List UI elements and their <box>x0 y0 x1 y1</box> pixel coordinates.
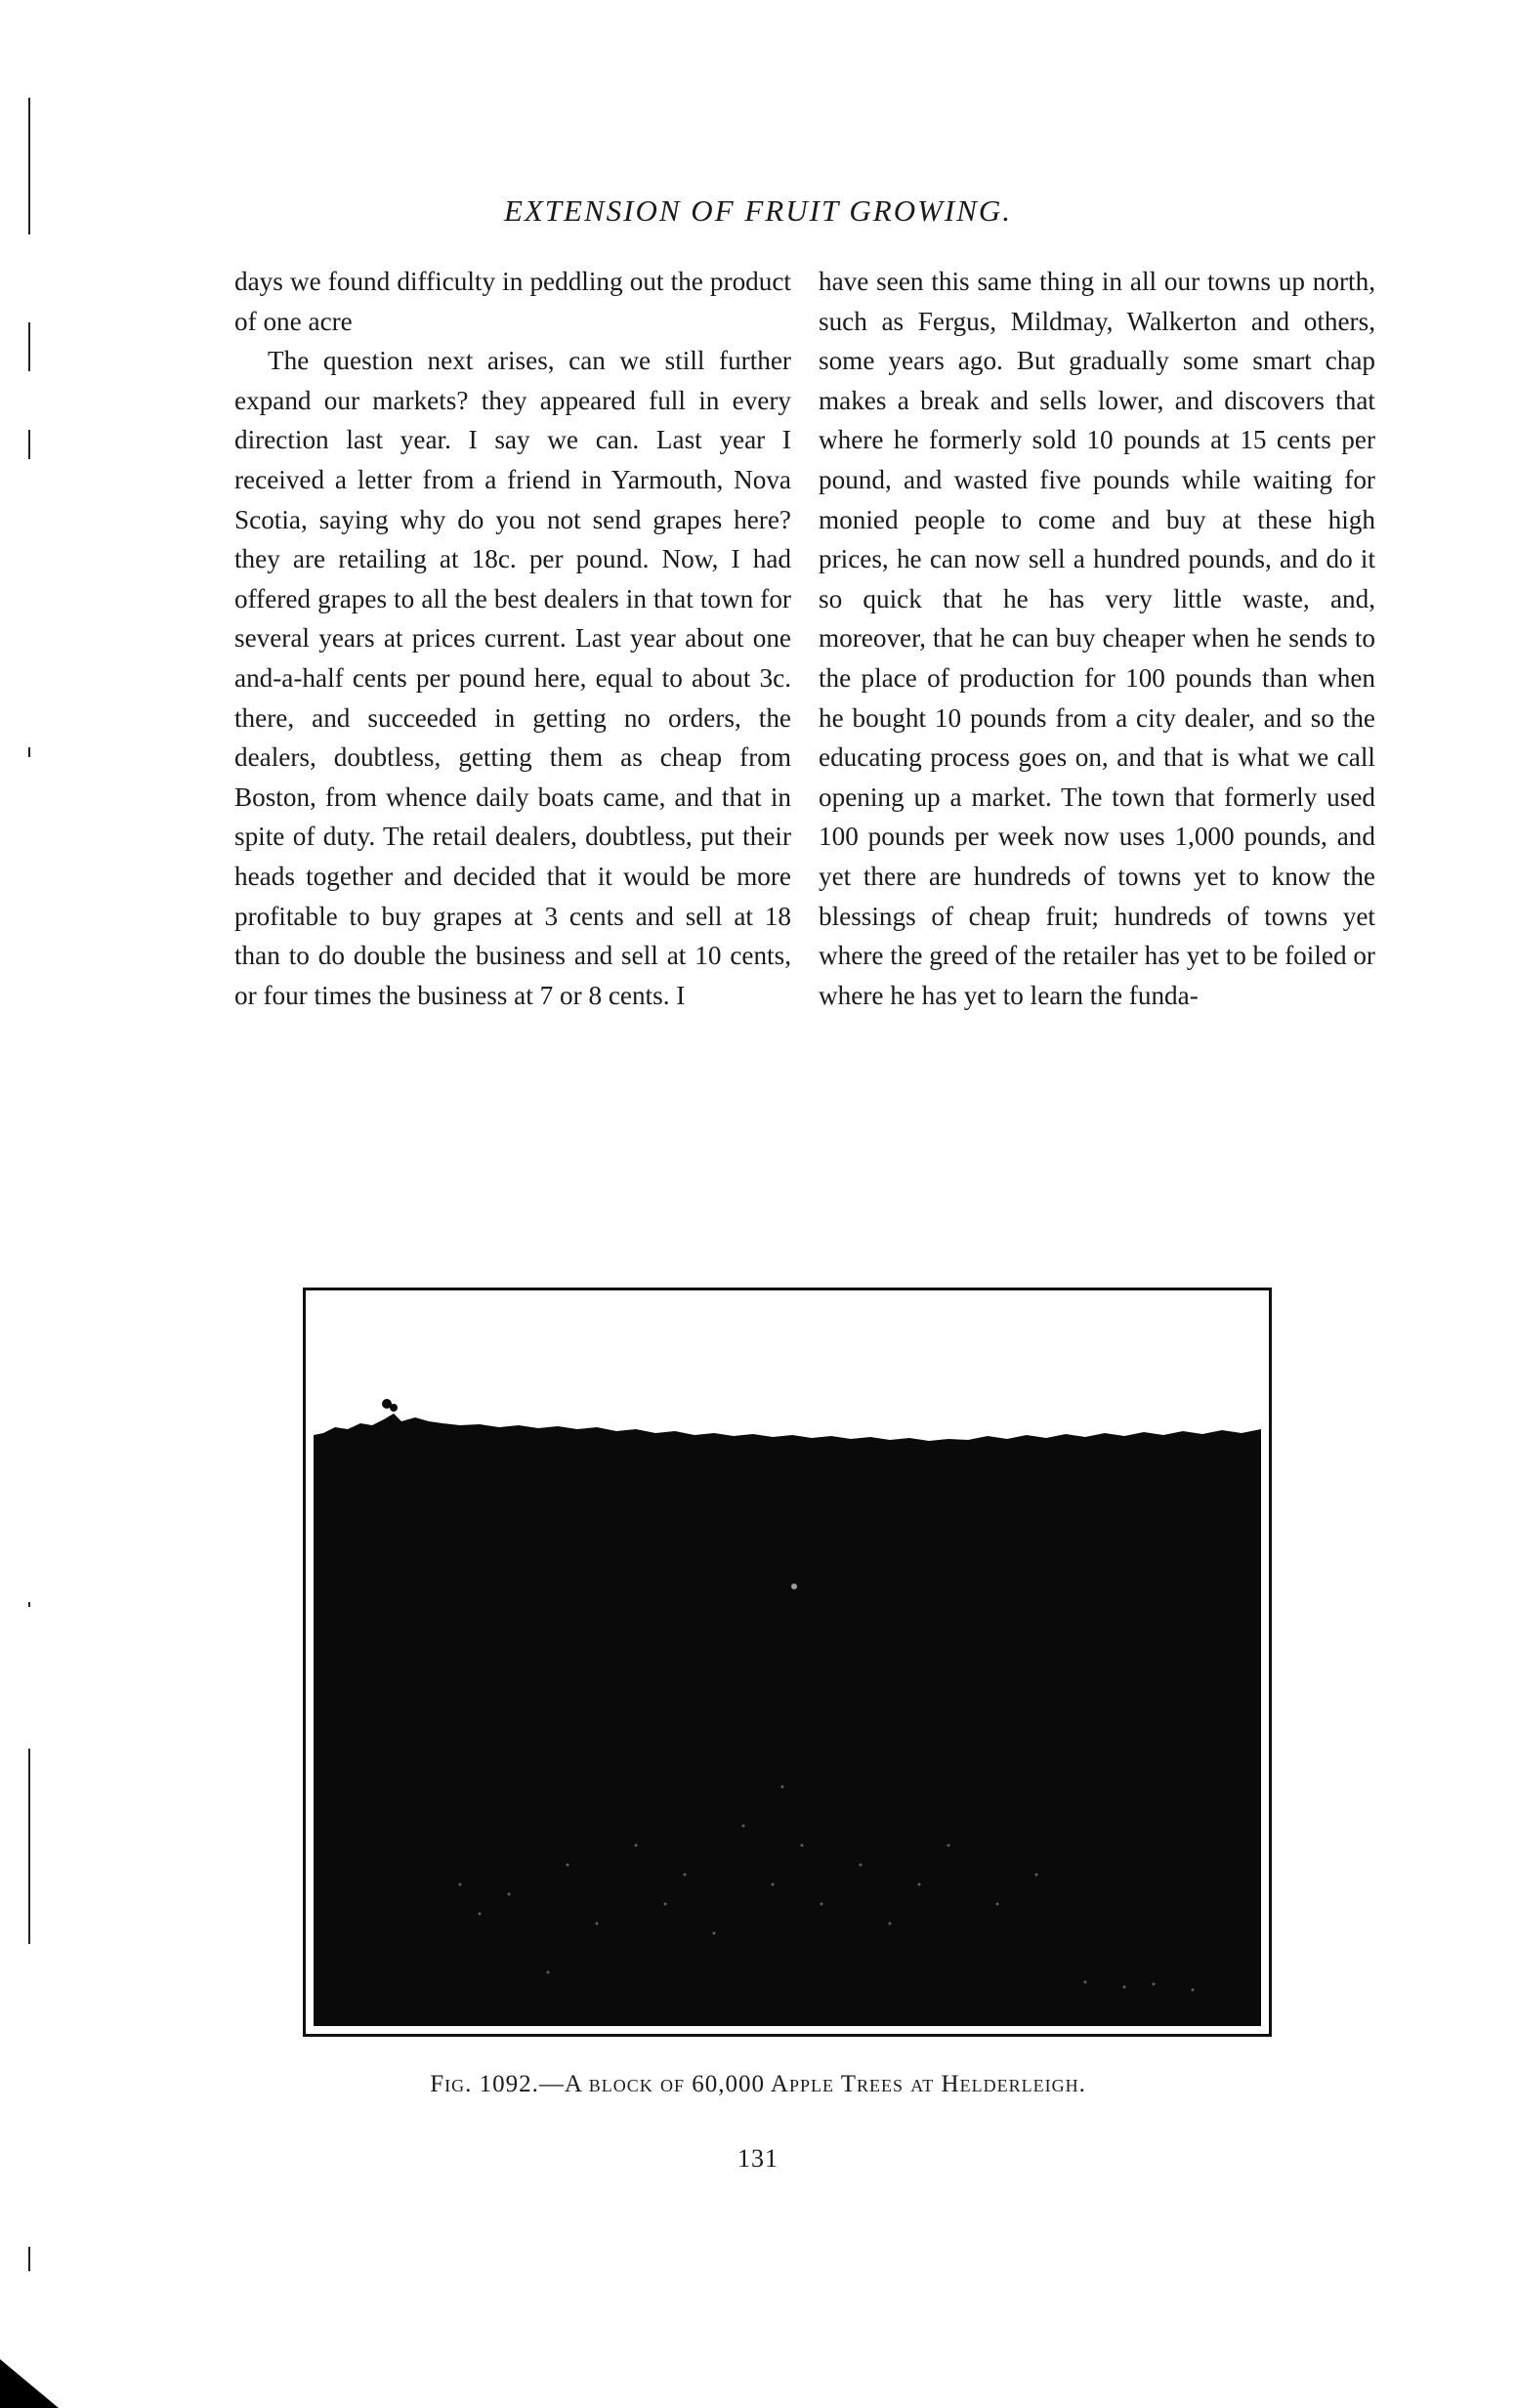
orchard-photograph <box>314 1298 1261 2026</box>
tree-line-silhouette <box>314 1414 1261 2026</box>
page-number: 131 <box>737 2144 779 2173</box>
scan-margin-marks <box>0 0 59 2408</box>
text-column-left <box>234 262 791 1015</box>
paragraph: days we found difficulty in peddling out the product of one acre <box>234 267 791 336</box>
paragraph: The question next arises, can we still further expand our markets? they appeared full in every direction last year. I say we can. Last year I received a letter from a friend in Yarmouth, Nova Scotia, saying why do you not send grapes here? they are retailing at 18c. per pound. Now, I had offered grapes to all the best dealers in that town for several years at prices current. Last year about one and-a-half cents per pound here, equal to about 3c. there, and succeeded in getting no orders, the dealers, doubtless, getting them as cheap from Boston, from whence daily boats came, and that in spite of duty. The retail dealers, doubtless, put their heads together and decided that it would be more profitable to buy grapes at 3 cents and sell at 18 than to do double the business and sell at 10 cents, or four times the business at 7 or 8 cents. I <box>234 346 791 1010</box>
scan-corner-mark <box>0 2359 78 2408</box>
paragraph: have seen this same thing in all our towns up north, such as Fergus, Mildmay, Walkerton and others, some years ago. But gradually some smart chap makes a break and sells lower, and discovers that where he formerly sold 10 pounds at 15 cents per pound, and wasted five pounds while waiting for monied people to come and buy at these high prices, he can now sell a hundred pounds, and do it so quick that he has very little waste, and, moreover, that he can buy cheaper when he sends to the place of production for 100 pounds than when he bought 10 pounds from a city dealer, and so the educating process goes on, and that is what we call opening up a market. The town that formerly used 100 pounds per week now uses 1,000 pounds, and yet there are hundreds of towns yet to know the blessings of cheap fruit; hundreds of towns yet where the greed of the retailer has yet to be foiled or where he has yet to learn the funda- <box>819 267 1375 1010</box>
orchard-photo-image <box>314 1298 1261 2026</box>
figure-photo <box>303 1288 1272 2037</box>
running-head: EXTENSION OF FRUIT GROWING. <box>503 193 1013 228</box>
text-column-right <box>819 262 1375 1015</box>
figure-caption: Fig. 1092.—A block of 60,000 Apple Trees at Helderleigh. <box>430 2071 1086 2097</box>
